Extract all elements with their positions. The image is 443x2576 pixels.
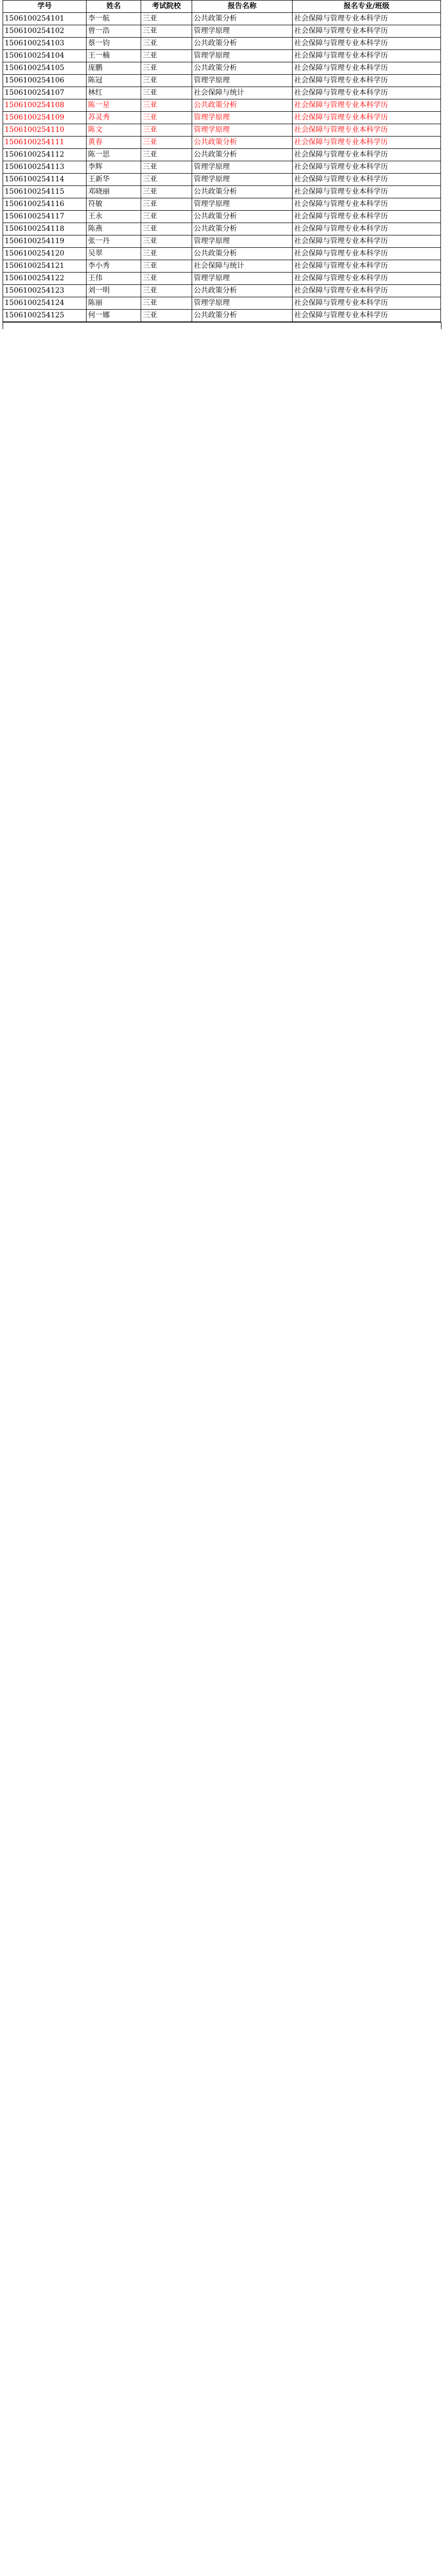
cell-exam-school: 三亚	[141, 186, 192, 198]
cell-student-id: 1506100254113	[3, 161, 87, 174]
cell-major-class: 社会保障与管理专业本科学历	[293, 87, 441, 99]
cell-major-class: 社会保障与管理专业本科学历	[293, 211, 441, 223]
cell-name: 黄春	[87, 137, 141, 149]
table-row	[3, 235, 441, 248]
cell-major-class: 社会保障与管理专业本科学历	[293, 75, 441, 87]
cell-report-name: 社会保障与统计	[192, 87, 293, 99]
cell-student-id: 1506100254110	[3, 124, 87, 137]
cell-student-id: 1506100254117	[3, 211, 87, 223]
cell-report-name: 公共政策分析	[192, 62, 293, 75]
cell-exam-school: 三亚	[141, 149, 192, 161]
cell-major-class: 社会保障与管理专业本科学历	[293, 223, 441, 235]
cell-name: 王伟	[87, 273, 141, 285]
cell-major-class: 社会保障与管理专业本科学历	[293, 137, 441, 149]
cell-student-id: 1506100254106	[3, 75, 87, 87]
cell-name: 陈文	[87, 124, 141, 137]
cell-name: 吴翠	[87, 248, 141, 260]
cell-report-name: 公共政策分析	[192, 248, 293, 260]
cell-major-class: 社会保障与管理专业本科学历	[293, 198, 441, 211]
cell-exam-school: 三亚	[141, 124, 192, 137]
cell-report-name: 管理学原理	[192, 50, 293, 62]
cell-report-name: 公共政策分析	[192, 137, 293, 149]
cell-student-id: 1506100254109	[3, 112, 87, 124]
cell-exam-school: 三亚	[141, 137, 192, 149]
cell-exam-school: 三亚	[141, 310, 192, 322]
cell-student-id: 1506100254104	[3, 50, 87, 62]
cell-report-name: 公共政策分析	[192, 223, 293, 235]
cell-exam-school: 三亚	[141, 87, 192, 99]
table-row	[3, 211, 441, 223]
cell-exam-school: 三亚	[141, 25, 192, 38]
cell-name: 蔡一钧	[87, 38, 141, 50]
header-name: 姓名	[87, 1, 141, 13]
cell-major-class: 社会保障与管理专业本科学历	[293, 38, 441, 50]
cell-student-id: 1506100254107	[3, 87, 87, 99]
cell-student-id: 1506100254124	[3, 297, 87, 310]
table-row	[3, 223, 441, 235]
cell-name: 陈一思	[87, 149, 141, 161]
cell-exam-school: 三亚	[141, 62, 192, 75]
table-row	[3, 87, 441, 99]
cell-name: 张一丹	[87, 235, 141, 248]
cell-exam-school: 三亚	[141, 161, 192, 174]
table-row	[3, 161, 441, 174]
cell-report-name: 公共政策分析	[192, 149, 293, 161]
cell-exam-school: 三亚	[141, 112, 192, 124]
cell-major-class: 社会保障与管理专业本科学历	[293, 25, 441, 38]
cell-name: 李一航	[87, 13, 141, 25]
cell-name: 陈冠	[87, 75, 141, 87]
cell-report-name: 公共政策分析	[192, 13, 293, 25]
cell-exam-school: 三亚	[141, 223, 192, 235]
cell-exam-school: 三亚	[141, 50, 192, 62]
cell-student-id: 1506100254114	[3, 174, 87, 186]
cell-major-class: 社会保障与管理专业本科学历	[293, 285, 441, 297]
cell-major-class: 社会保障与管理专业本科学历	[293, 99, 441, 112]
cell-student-id: 1506100254101	[3, 13, 87, 25]
cell-report-name: 管理学原理	[192, 112, 293, 124]
cell-major-class: 社会保障与管理专业本科学历	[293, 186, 441, 198]
cell-student-id: 1506100254102	[3, 25, 87, 38]
cell-major-class: 社会保障与管理专业本科学历	[293, 260, 441, 273]
cell-major-class: 社会保障与管理专业本科学历	[293, 235, 441, 248]
cell-major-class: 社会保障与管理专业本科学历	[293, 248, 441, 260]
cell-report-name: 管理学原理	[192, 297, 293, 310]
table-row	[3, 285, 441, 297]
cell-student-id: 1506100254108	[3, 99, 87, 112]
table-row	[3, 149, 441, 161]
cell-major-class: 社会保障与管理专业本科学历	[293, 161, 441, 174]
cell-student-id: 1506100254105	[3, 62, 87, 75]
table-row	[3, 137, 441, 149]
cell-major-class: 社会保障与管理专业本科学历	[293, 62, 441, 75]
cell-report-name: 公共政策分析	[192, 186, 293, 198]
cell-major-class: 社会保障与管理专业本科学历	[293, 149, 441, 161]
cell-exam-school: 三亚	[141, 75, 192, 87]
cell-student-id: 1506100254118	[3, 223, 87, 235]
cell-student-id: 1506100254120	[3, 248, 87, 260]
cell-exam-school: 三亚	[141, 99, 192, 112]
cell-exam-school: 三亚	[141, 260, 192, 273]
cell-student-id: 1506100254119	[3, 235, 87, 248]
cell-name: 符敏	[87, 198, 141, 211]
cell-student-id: 1506100254125	[3, 310, 87, 322]
cell-student-id: 1506100254121	[3, 260, 87, 273]
cell-student-id: 1506100254116	[3, 198, 87, 211]
cell-name: 王永	[87, 211, 141, 223]
table-row	[3, 273, 441, 285]
cell-report-name: 管理学原理	[192, 25, 293, 38]
cell-exam-school: 三亚	[141, 211, 192, 223]
header-student-id: 学号	[3, 1, 87, 13]
cell-name: 曾一浩	[87, 25, 141, 38]
cell-major-class: 社会保障与管理专业本科学历	[293, 112, 441, 124]
table-row	[3, 248, 441, 260]
header-major-class: 报名专业/班级	[293, 1, 441, 13]
cell-report-name: 管理学原理	[192, 235, 293, 248]
cell-report-name: 管理学原理	[192, 124, 293, 137]
cell-report-name: 公共政策分析	[192, 285, 293, 297]
cell-exam-school: 三亚	[141, 13, 192, 25]
cell-report-name: 管理学原理	[192, 273, 293, 285]
cell-exam-school: 三亚	[141, 38, 192, 50]
cell-report-name: 管理学原理	[192, 161, 293, 174]
cell-report-name: 公共政策分析	[192, 99, 293, 112]
header-row	[3, 1, 441, 13]
cell-name: 苏灵秀	[87, 112, 141, 124]
cell-exam-school: 三亚	[141, 297, 192, 310]
table-row	[3, 13, 441, 25]
cell-major-class: 社会保障与管理专业本科学历	[293, 297, 441, 310]
cell-name: 何一娜	[87, 310, 141, 322]
table-continuation	[3, 322, 441, 329]
cell-student-id: 1506100254112	[3, 149, 87, 161]
table-row	[3, 260, 441, 273]
table-row	[3, 174, 441, 186]
cell-name: 陈燕	[87, 223, 141, 235]
cell-name: 王一楠	[87, 50, 141, 62]
cell-major-class: 社会保障与管理专业本科学历	[293, 50, 441, 62]
cell-name: 刘一明	[87, 285, 141, 297]
cell-student-id: 1506100254123	[3, 285, 87, 297]
cell-major-class: 社会保障与管理专业本科学历	[293, 13, 441, 25]
cell-exam-school: 三亚	[141, 285, 192, 297]
cell-exam-school: 三亚	[141, 174, 192, 186]
cell-exam-school: 三亚	[141, 273, 192, 285]
cell-name: 王新华	[87, 174, 141, 186]
table-row	[3, 99, 441, 112]
cell-report-name: 公共政策分析	[192, 38, 293, 50]
cell-report-name: 公共政策分析	[192, 310, 293, 322]
table-row	[3, 297, 441, 310]
cell-name: 陈一星	[87, 99, 141, 112]
table-row	[3, 198, 441, 211]
cell-name: 林红	[87, 87, 141, 99]
table-row	[3, 186, 441, 198]
cell-exam-school: 三亚	[141, 198, 192, 211]
cell-report-name: 社会保障与统计	[192, 260, 293, 273]
table-row	[3, 38, 441, 50]
cell-report-name: 管理学原理	[192, 198, 293, 211]
cell-major-class: 社会保障与管理专业本科学历	[293, 174, 441, 186]
cell-report-name: 公共政策分析	[192, 211, 293, 223]
cell-report-name: 管理学原理	[192, 75, 293, 87]
roster-body	[3, 13, 441, 322]
cell-exam-school: 三亚	[141, 248, 192, 260]
student-roster-table	[3, 0, 441, 322]
cell-student-id: 1506100254122	[3, 273, 87, 285]
cell-student-id: 1506100254115	[3, 186, 87, 198]
cell-report-name: 管理学原理	[192, 174, 293, 186]
cell-student-id: 1506100254103	[3, 38, 87, 50]
table-row	[3, 50, 441, 62]
cell-major-class: 社会保障与管理专业本科学历	[293, 273, 441, 285]
header-exam-school: 考试院校	[141, 1, 192, 13]
cell-name: 李辉	[87, 161, 141, 174]
cell-student-id: 1506100254111	[3, 137, 87, 149]
cell-name: 李小秀	[87, 260, 141, 273]
cell-name: 庞鹏	[87, 62, 141, 75]
cell-exam-school: 三亚	[141, 235, 192, 248]
table-row	[3, 124, 441, 137]
table-row	[3, 75, 441, 87]
table-row	[3, 310, 441, 322]
cell-major-class: 社会保障与管理专业本科学历	[293, 310, 441, 322]
table-row	[3, 62, 441, 75]
cell-name: 陈丽	[87, 297, 141, 310]
header-report-name: 报告名称	[192, 1, 293, 13]
table-row	[3, 112, 441, 124]
cell-major-class: 社会保障与管理专业本科学历	[293, 124, 441, 137]
cell-name: 邓晓丽	[87, 186, 141, 198]
table-row	[3, 25, 441, 38]
